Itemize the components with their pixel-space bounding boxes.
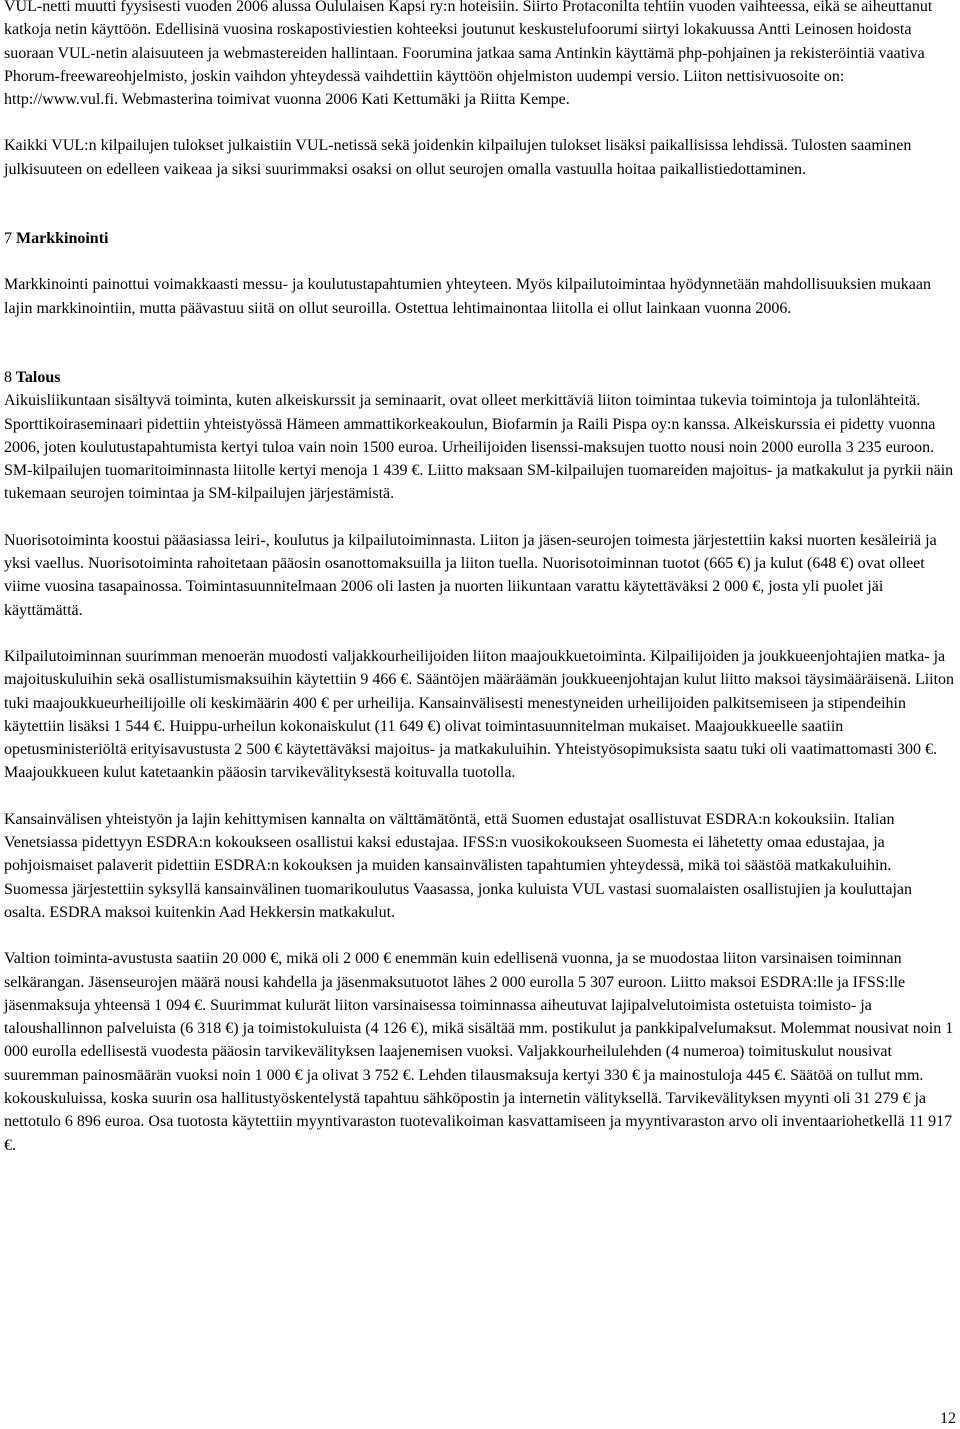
paragraph-valtion-avustus: Valtion toiminta-avustusta saatiin 20 000 €, mikä oli 2 000 € enemmän kuin edellisenä vuonna, ja se muodostaa liiton varsinaisen toiminnan selkärangan. Jäsenseurojen määrä nousi kahdella ja jäsenmaksutuotot lähes 2 000 eurolla 5 307 euroon. Liitto maksoi ESDRA:lle ja IFSS:lle jäsenmaksuja yhteensä 1 094 €. Suurimmat kulurät liiton varsinaisessa toiminnassa aiheutuvat lajipalvelutoimista ostetuista toimisto- ja taloushallinnon palveluista (6 318 €) ja toimistokuluista (4 126 €), mikä sisältää mm. postikulut ja pankkipalvelumaksut. Molemmat nousivat noin 1 000 eurolla edellisestä vuodesta pääosin tarvikevälityksen laajenemisen vuoksi. Valjakkourheilulehden (4 numeroa) toimituskulut nousivat suuremman painosmäärän vuoksi noin 1 000 € ja olivat 3 752 €. Lehden tilausmaksuja kertyi 330 € ja mainostuloja 445 €. Säätöä on tullut mm. kokouskuluissa, koska suurin osa hallitustyöskentelystä tapahtuu sähköpostin ja internetin välityksellä. Tarvikevälityksen myynti oli 31 279 € ja nettotulo 6 896 euroa. Osa tuotosta käytettiin myyntivaraston tuotevalikoiman kasvattamiseen ja myyntivaraston arvo oli inventaariohetkellä 11 917 €.	[4, 950, 954, 1154]
section-title: Talous	[15, 368, 61, 386]
section-title: Markkinointi	[16, 230, 109, 248]
paragraph-kilpailutulokset: Kaikki VUL:n kilpailujen tulokset julkaistiin VUL-netissä sekä joidenkin kilpailujen tulokset lisäksi paikallisissa lehdissä. Tulosten saaminen julkisuuteen on edelleen vaikeaa ja siksi suurimmaksi osaksi on ollut seurojen omalla vastuulla hoitaa paikallistiedottaminen.	[4, 137, 912, 178]
paragraph-markkinointi: Markkinointi painottui voimakkaasti messu- ja koulutustapahtumien yhteyteen. Myös kilpailutoimintaa hyödynnetään mahdollisuuksien mukaan lajin markkinointiin, mutta päävastuu siitä on ollut seuroilla. Ostettua lehtimainontaa liitolla ei ollut lainkaan vuonna 2006.	[4, 276, 931, 317]
paragraph-vul-netti: VUL-netti muutti fyysisesti vuoden 2006 alussa Oululaisen Kapsi ry:n hoteisiin. Siirto Protaconilta tehtiin vuoden vaihteessa, eikä se aiheuttanut katkoja netin käyttöön. Edellisinä vuosina roskapostiviestien kohteeksi joutunut keskustelufoorumi siirtyi lokakuussa Antti Leinosen hoidosta suoraan VUL-netin alaisuuteen ja webmastereiden hallintaan. Foorumina jatkaa sama Antinkin käyttämä php-pohjainen ja rekisteröintiä vaativa Phorum-freewareohjelmisto, joskin vaihdon yhteydessä vaihdettiin käyttöön ohjelmiston uudempi versio. Liiton nettisivuosoite on: http://www.vul.fi. Webmasterina toimivat vuonna 2006 Kati Kettumäki ja Riitta Kempe.	[4, 0, 933, 109]
page-number: 12	[940, 1410, 956, 1427]
page-content	[4, 0, 956, 1157]
paragraph-nuorisotoiminta: Nuorisotoiminta koostui pääasiassa leiri-, koulutus ja kilpailutoiminnasta. Liiton ja jäsen-seurojen toimesta järjestettiin kaksi nuorten kesäleiriä ja yksi vaellus. Nuorisotoiminta rahoitetaan pääosin osanottomaksuilla ja liiton tuella. Nuorisotoiminnan tuotot (665 €) ja kulut (648 €) ovat olleet viime vuosina tasapainossa. Toimintasuunnitelmaan 2006 oli lasten ja nuorten liikuntaan varattu käytettäväksi 2 000 €, josta yli puolet jäi käyttämättä.	[4, 531, 937, 619]
paragraph-kansainvalinen-yhteistyo: Kansainvälisen yhteistyön ja lajin kehittymisen kannalta on välttämätöntä, että Suomen edustajat osallistuvat ESDRA:n kokouksiin. Italian Venetsiassa pidettyyn ESDRA:n kokoukseen osallistui kaksi edustajaa. IFSS:n vuosikokoukseen Suomesta ei lähetetty omaa edustajaa, ja pohjoismaiset palaverit pidettiin ESDRA:n kokouksen ja muiden kansainvälisten tapahtumien yhteydessä, mikä toi säästöä matkakuluihin. Suomessa järjestettiin syksyllä kansainvälinen tuomarikoulutus Vaasassa, jonka kuluista VUL vastasi suomalaisten osallistujien ja kouluttajan osalta. ESDRA maksoi kuitenkin Aad Hekkersin matkakulut.	[4, 810, 913, 921]
section-number: 8	[4, 368, 12, 386]
paragraph-aikuisliikunta: Aikuisliikuntaan sisältyvä toiminta, kuten alkeiskurssit ja seminaarit, ovat olleet merkittäviä liiton toimintaa tukevia toimintoja ja tulonlähteitä. Sporttikoiraseminaari pidettiin yhteistyössä Hämeen ammattikorkeakoulun, Biofarmin ja Raili Pispa oy:n kanssa. Alkeiskurssia ei pidetty vuonna 2006, joten koulutustapahtumista kertyi tuloa vain noin 1500 euroa. Urheilijoiden lisenssi-maksujen tuotto nousi noin 2000 eurolla 3 235 euroon. SM-kilpailujen tuomaritoiminnasta liitolle kertyi menoja 1 439 €. Liitto maksaan SM-kilpailujen tuomareiden majoitus- ja matkakulut ja pyrkii näin tukemaan seurojen toimintaa ja SM-kilpailujen järjestämistä.	[4, 392, 954, 503]
section-number: 7	[4, 230, 12, 248]
paragraph-kilpailutoiminta: Kilpailutoiminnan suurimman menoerän muodosti valjakkourheilijoiden liiton maajoukkuetoiminta. Kilpailijoiden ja joukkueenjohtajien matka- ja majoituskuluihin sekä osallistumismaksuihin käytettiin 9 466 €. Sääntöjen määräämän joukkueenjohtajan kulut liitto maksoi täysimääräisenä. Liiton tuki maajoukkueurheilijoille oli keskimäärin 400 € per urheilija. Kansainvälisesti menestyneiden urheilijoiden palkitsemiseen ja stipendeihin käytettiin lisäksi 1 544 €. Huippu-urheilun kokonaiskulut (11 649 €) olivat toimintasuunnitelman mukaiset. Maajoukkueelle saatiin opetusministeriöltä erityisavustusta 2 500 € käytettäväksi majoitus- ja matkakuluihin. Yhteistyösopimuksista saatu tuki oli vaatimattomasti 300 €. Maajoukkueen kulut katetaankin pääosin tarvikevälityksestä koituvalla tuotolla.	[4, 647, 955, 782]
section-heading-markkinointi	[4, 227, 956, 250]
section-heading-talous	[4, 366, 956, 389]
